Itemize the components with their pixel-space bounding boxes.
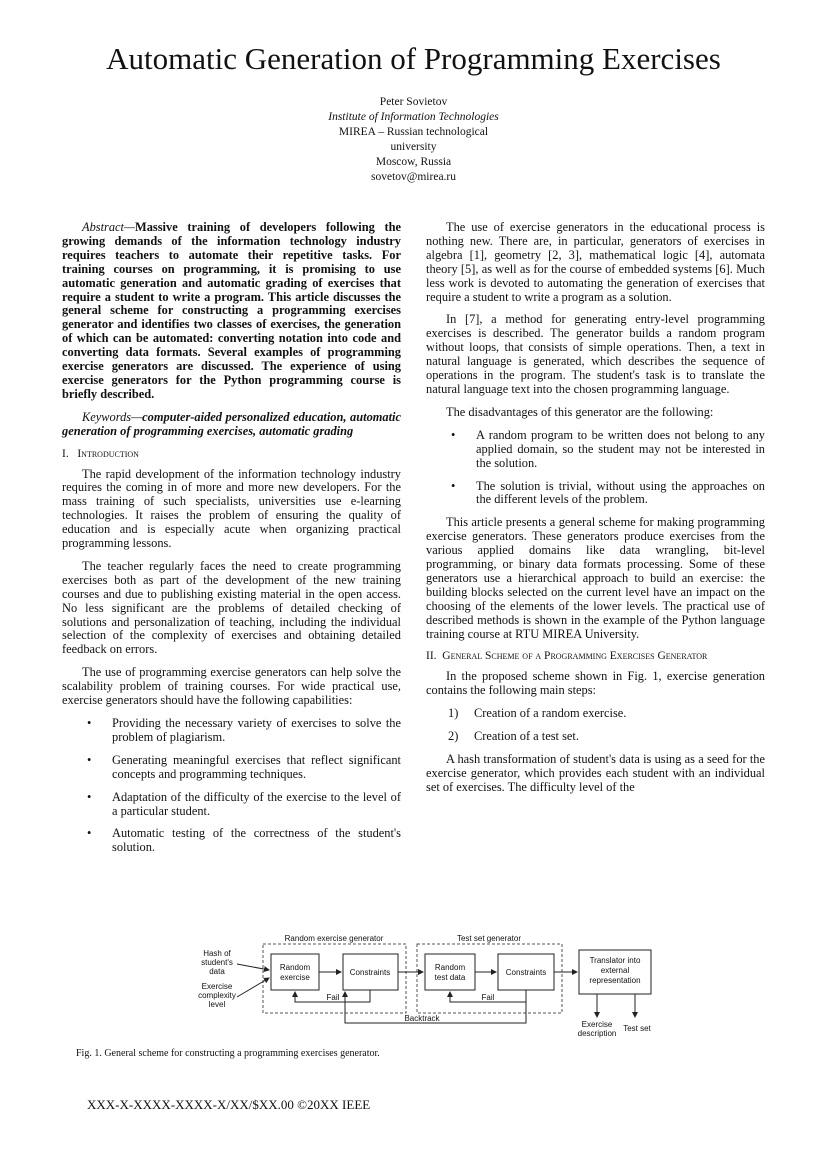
abstract-text: Massive training of developers following the growing demands of the information technology industry requires teachers to automate their repetitive tasks. For training courses on programming, it is promising to use automatic generation and automatic grading of exercises that require a student to write a program. This article discusses the general scheme for constructing a programming exercises generator and identifies two classes of exercises, the generation of which can be automated: converting notation into code and converting data formats. Several examples of programming exercise generators are discussed. The experience of using exercise generators for the Python programming course is briefly described. — [62, 220, 401, 401]
body-paragraph: A hash transformation of student's data is using as a seed for the exercise generator, which provides each student with an individual set of exercises. The difficulty level of the — [426, 752, 765, 794]
figure-caption: Fig. 1. General scheme for constructing a programming exercises generator. — [76, 1048, 380, 1059]
translator-label: external — [600, 966, 630, 975]
list-item: • The solution is trivial, without using the approaches on the different levels of the problem. — [426, 480, 765, 508]
input1-line: data — [209, 967, 225, 976]
paper-title: Automatic Generation of Programming Exercises — [106, 41, 721, 76]
page-footer: XXX-X-XXXX-XXXX-X/XX/$XX.00 ©20XX IEEE — [87, 1097, 371, 1112]
intro-paragraph: The use of programming exercise generators can help solve the scalability problem of training courses. For wide practical use, exercise generators should have the following capabilities: — [62, 665, 401, 708]
input1-line: student's — [201, 958, 233, 967]
keywords-lead: Keywords— — [82, 409, 143, 424]
disadvantages-list — [426, 429, 765, 508]
left-column — [62, 221, 401, 864]
input1-line: Hash of — [203, 949, 231, 958]
list-item: • A random program to be written does not belong to any applied domain, so the student may not be interested in the solution. — [426, 429, 765, 471]
section-heading-introduction — [62, 448, 401, 462]
input2-line: level — [208, 1000, 226, 1009]
random-exercise-label: Random — [279, 963, 311, 972]
fail-label-2: Fail — [481, 993, 495, 1002]
body-paragraph: This article presents a general scheme for making programming exercise generators. These generators produce exercises from the various applied domains like data wrangling, bit-level programming, or binary data formats processing. Some of these generators use a hierarchical approach to build an exercise: the building blocks selected on the current level have an impact on the choosing of the elements of the lower levels. The practical use of described methods is shown in the example of the Python language training course at RTU MIREA University. — [426, 515, 765, 641]
random-exercise-label: exercise — [280, 973, 310, 982]
section1-number: I. — [62, 447, 69, 460]
list-item: • Adaptation of the difficulty of the exercise to the level of a particular student. — [62, 791, 401, 819]
figure-1-diagram — [195, 930, 665, 1040]
group1-label: Random exercise generator — [284, 934, 384, 943]
section2-number: II. — [426, 650, 437, 663]
translator-label: Translator into — [589, 956, 641, 965]
list-item — [426, 707, 765, 721]
fail-label-1: Fail — [326, 993, 340, 1002]
author-email: sovetov@mirea.ru — [371, 171, 456, 183]
input2-line: Exercise — [201, 982, 233, 991]
body-paragraph: In [7], a method for generating entry-level programming exercises is described. The generator builds a random program without loops, that consists of simple operations. Then, a text in natural language is generated, which describes the sequence of operations in the program. The student's task is to translate the natural language text into the chosen programming language. — [426, 312, 765, 396]
random-test-data-label: Random — [434, 963, 466, 972]
keywords — [62, 411, 401, 439]
list-item: • Generating meaningful exercises that reflect significant concepts and programming techniques. — [62, 754, 401, 782]
steps-list — [426, 707, 765, 744]
step-text: Creation of a test set. — [474, 729, 579, 744]
list-item — [426, 730, 765, 744]
keywords-text: computer-aided personalized education, automatic generation of programming exercises, automatic grading — [62, 409, 401, 438]
output1-label: Exercise — [581, 1020, 613, 1029]
body-paragraph: In the proposed scheme shown in Fig. 1, exercise generation contains the following main steps: — [426, 669, 765, 698]
random-test-data-box — [425, 954, 475, 990]
list-item: • Automatic testing of the correctness of the student's solution. — [62, 827, 401, 855]
random-exercise-box — [271, 954, 319, 990]
capabilities-list — [62, 717, 401, 855]
author-org-line2: university — [390, 141, 437, 153]
body-paragraph: The disadvantages of this generator are the following: — [446, 404, 714, 419]
step-number: 2) — [448, 729, 459, 744]
intro-paragraph: The rapid development of the information technology industry requires the coming in of more and more new developers. For the mass training of such specialists, universities use e-learning technologies. It raises the problem of ensuring the quality of education and is especially acute when organizing practical programming lessons. — [62, 466, 401, 551]
constraints-label-1: Constraints — [349, 968, 391, 977]
author-name: Peter Sovietov — [379, 96, 448, 108]
author-block — [0, 95, 827, 185]
author-org-line1: MIREA – Russian technological — [338, 126, 489, 138]
step-number: 1) — [448, 706, 459, 721]
random-test-data-label: test data — [434, 973, 466, 982]
abstract-lead: Abstract— — [82, 220, 136, 234]
backtrack-label: Backtrack — [404, 1014, 440, 1023]
section1-title: Introduction — [77, 447, 139, 460]
list-item: • Providing the necessary variety of exercises to solve the problem of plagiarism. — [62, 717, 401, 745]
translator-label: representation — [589, 976, 641, 985]
author-institute: Institute of Information Technologies — [328, 111, 499, 123]
input2-line: complexity — [198, 991, 236, 1000]
output1-label: description — [577, 1029, 617, 1038]
abstract — [62, 221, 401, 402]
section2-title: General Scheme of a Programming Exercises Generator — [442, 650, 708, 663]
step-text: Creation of a random exercise. — [474, 706, 627, 721]
intro-paragraph: The teacher regularly faces the need to create programming exercises both as part of the development of the new training courses and due to publishing existing material in the open access. No less significant are the problems of detailed checking of solutions and personalization of teaching, including the individual selection of the complexity of exercises and obtaining detailed feedback on errors. — [62, 558, 401, 657]
body-paragraph: The use of exercise generators in the educational process is nothing new. There are, in particular, generators of exercises in algebra [1], geometry [2, 3], mathematical logic [4], automata theory [5], as well as for the course of embedded systems [6]. Much less work is devoted to automating the generation of exercises that require a student to write a program as a solution. — [426, 220, 765, 304]
author-location: Moscow, Russia — [375, 156, 452, 168]
section-heading-general-scheme — [426, 650, 765, 664]
group2-label: Test set generator — [456, 934, 522, 943]
constraints-label-2: Constraints — [505, 968, 547, 977]
right-column — [426, 221, 765, 804]
output2-label: Test set — [623, 1024, 651, 1033]
